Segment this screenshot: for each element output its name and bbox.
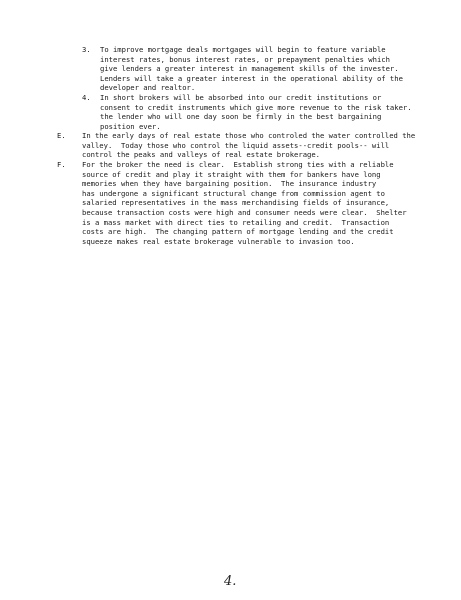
item-4-line-2: consent to credit instruments which give more revenue to the risk taker. [100, 102, 412, 112]
item-3-marker: 3. [82, 45, 91, 54]
item-3-line-5: developer and realtor. [100, 83, 196, 93]
item-f-line-5: salaried representatives in the mass merchandising fields of insurance, [82, 198, 390, 208]
item-e-line-3: control the peaks and valleys of real estate brokerage. [82, 150, 320, 160]
item-3-line-2: interest rates, bonus interest rates, or prepayment penalties which [100, 54, 390, 64]
item-f-line-8: costs are high. The changing pattern of mortgage lending and the credit [82, 227, 394, 237]
item-3-line-3: give lenders a greater interest in management skills of the invester. [100, 64, 399, 74]
item-e-marker: E. [57, 131, 66, 140]
item-f-line-7: is a mass market with direct ties to retailing and credit. Transaction [82, 217, 390, 227]
item-f-line-1: For the broker the need is clear. Establish strong ties with a reliable [82, 160, 394, 169]
item-f-marker: F. [57, 160, 66, 169]
page-number: 4. [224, 574, 237, 589]
item-f-line-4: has undergone a significant structural change from commission agent to [82, 188, 385, 198]
item-4-line-4: position ever. [100, 121, 161, 131]
item-3-paragraph [100, 45, 403, 93]
item-f-paragraph [82, 160, 407, 246]
item-4-line-3: the lender who will one day soon be firmly in the best bargaining [100, 112, 382, 122]
item-4-paragraph [100, 93, 412, 131]
item-f-line-3: memories when they have bargaining position. The insurance industry [82, 179, 377, 189]
item-4-marker: 4. [82, 93, 91, 102]
item-3-line-1: To improve mortgage deals mortgages will begin to feature variable [100, 45, 386, 54]
item-3-line-4: Lenders will take a greater interest in the operational ability of the [100, 73, 403, 83]
item-4-line-1: In short brokers will be absorbed into our credit institutions or [100, 93, 382, 102]
item-f-line-2: source of credit and play it straight with them for bankers have long [82, 169, 381, 179]
item-e-line-1: In the early days of real estate those who controled the water controlled the [82, 131, 416, 140]
item-f-line-9: squeeze makes real estate brokerage vulnerable to invasion too. [82, 236, 355, 246]
item-e-paragraph [82, 131, 415, 160]
item-e-line-2: valley. Today those who control the liquid assets--credit pools-- will [82, 140, 390, 150]
item-f-line-6: because transaction costs were high and consumer needs were clear. Shelter [82, 207, 407, 217]
